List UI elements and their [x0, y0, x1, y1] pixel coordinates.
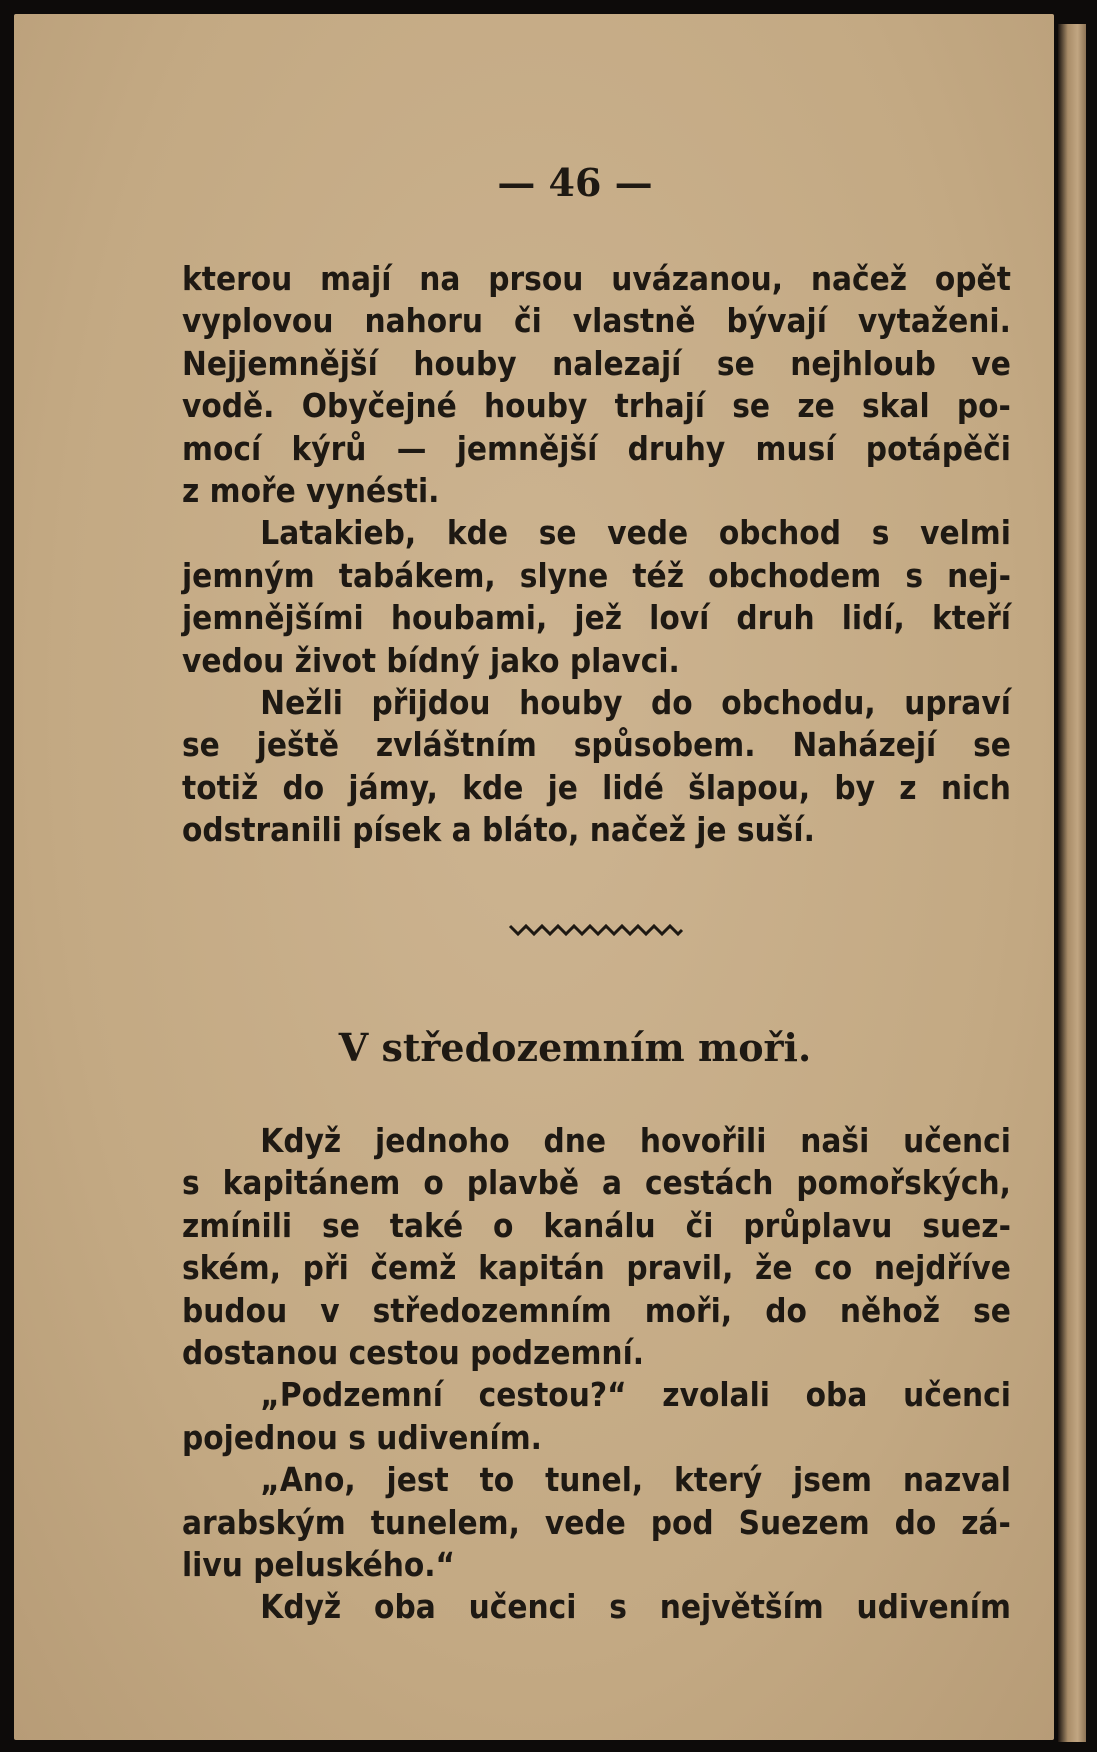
- text-line: Nežli přijdou houby do obchodu, upraví: [260, 683, 1011, 723]
- page-edge: [1058, 24, 1086, 1742]
- text-line: z moře vynésti.: [182, 471, 440, 511]
- ornament-divider: [508, 918, 684, 940]
- text-line: zmínili se také o kanálu či průplavu suez-: [182, 1205, 1011, 1245]
- text-line: arabským tunelem, vede pod Suezem do zá-: [182, 1502, 1011, 1542]
- text-line: kterou mají na prsou uvázanou, načež opět: [182, 259, 1011, 298]
- text-line: totiž do jámy, kde je lidé šlapou, by z nich: [182, 767, 1011, 807]
- text-line: vyplovou nahoru či vlastně bývají vytaženi.: [182, 301, 1011, 341]
- page-number: — 46 —: [497, 160, 653, 205]
- text-line: ském, při čemž kapitán pravil, že co nejdříve: [182, 1248, 1011, 1288]
- text-block-2: [182, 1120, 1011, 1629]
- text-line: jemným tabákem, slyne též obchodem s nej-: [182, 555, 1011, 595]
- text-line: vodě. Obyčejné houby trhají se ze skal po-: [182, 386, 1011, 426]
- chapter-title: V středozemním moři.: [338, 1025, 812, 1070]
- text-line: livu peluského.“: [182, 1545, 456, 1585]
- text-line: odstranili písek a bláto, načež je suší.: [182, 810, 815, 850]
- text-line: s kapitánem o plavbě a cestách pomořských,: [182, 1163, 1011, 1203]
- text-line: se ještě zvláštním spůsobem. Naházejí se: [182, 725, 1011, 765]
- text-line: budou v středozemním moři, do něhož se: [182, 1290, 1011, 1330]
- text-line: Latakieb, kde se vede obchod s velmi: [260, 513, 1011, 553]
- text-line: Nejjemnější houby nalezají se nejhloub ve: [182, 343, 1011, 383]
- text-line: dostanou cestou podzemní.: [182, 1333, 645, 1373]
- text-line: mocí kýrů — jemnější druhy musí potápěči: [182, 428, 1011, 468]
- text-line: vedou život bídný jako plavci.: [182, 640, 680, 680]
- text-line: jemnějšími houbami, jež loví druh lidí, kteří: [182, 598, 1011, 638]
- text-line: „Ano, jest to tunel, který jsem nazval: [260, 1460, 1011, 1500]
- text-line: pojednou s udivením.: [182, 1417, 542, 1457]
- text-line: Když jednoho dne hovořili naši učenci: [260, 1121, 1011, 1160]
- text-line: „Podzemní cestou?“ zvolali oba učenci: [260, 1375, 1011, 1415]
- text-line: Když oba učenci s největším udivením: [260, 1587, 1011, 1627]
- text-block-1: [182, 258, 1011, 852]
